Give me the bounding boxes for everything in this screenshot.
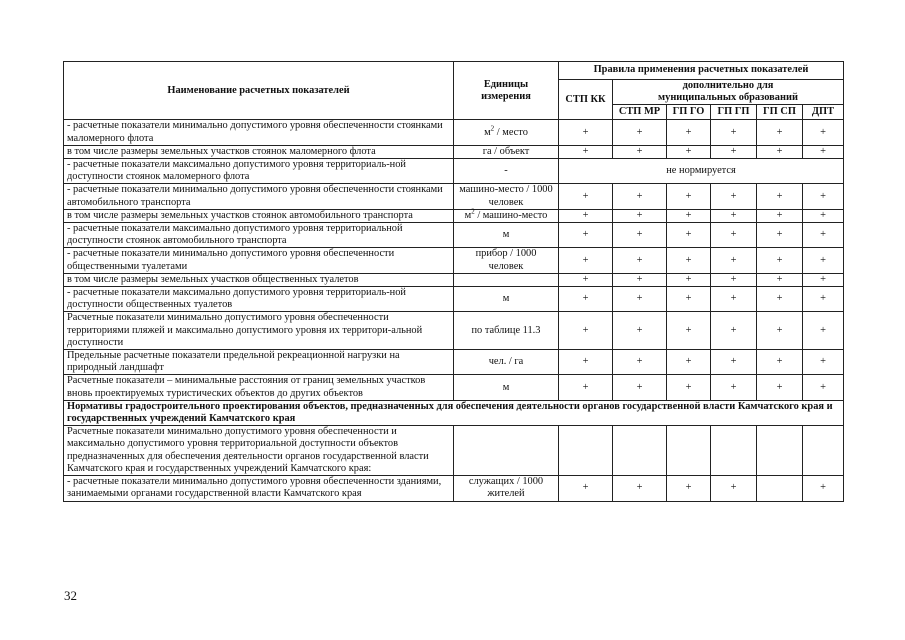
applicability-mark: +	[613, 223, 667, 248]
indicator-unit: по таблице 11.3	[454, 312, 559, 350]
applicability-mark: +	[803, 375, 844, 400]
indicator-name: - расчетные показатели минимально допустимого уровня обеспеченности стоянками автомобильного транспорта	[64, 184, 454, 209]
applicability-mark	[757, 476, 803, 501]
applicability-mark: +	[613, 209, 667, 222]
applicability-mark: +	[613, 184, 667, 209]
table-row	[64, 350, 844, 375]
applicability-mark: +	[711, 375, 757, 400]
applicability-mark: +	[667, 287, 711, 312]
header-sub-col: ГП ГО	[667, 105, 711, 120]
indicator-unit: м	[454, 375, 559, 400]
indicator-unit	[454, 273, 559, 286]
header-name-col: Наименование расчетных показателей	[64, 62, 454, 120]
applicability-mark: +	[711, 248, 757, 273]
applicability-mark: +	[803, 145, 844, 158]
indicator-name: в том числе размеры земельных участков общественных туалетов	[64, 273, 454, 286]
applicability-mark: +	[803, 120, 844, 145]
applicability-mark: +	[711, 273, 757, 286]
applicability-mark: +	[667, 223, 711, 248]
table-row	[64, 287, 844, 312]
applicability-mark	[757, 426, 803, 476]
page-number: 32	[64, 588, 77, 603]
indicator-unit: служащих / 1000 жителей	[454, 476, 559, 501]
header-stp-kk: СТП КК	[559, 80, 613, 120]
indicator-name: - расчетные показатели максимально допустимого уровня территориальной доступности стоянок автомобильного транспорта	[64, 223, 454, 248]
applicability-mark	[711, 426, 757, 476]
applicability-mark: +	[757, 223, 803, 248]
applicability-mark: +	[667, 209, 711, 222]
applicability-mark: +	[757, 209, 803, 222]
applicability-mark: +	[711, 209, 757, 222]
applicability-mark: +	[757, 120, 803, 145]
table-row	[64, 223, 844, 248]
applicability-mark: +	[559, 145, 613, 158]
indicator-unit: -	[454, 159, 559, 184]
applicability-mark	[667, 426, 711, 476]
applicability-mark: +	[667, 350, 711, 375]
applicability-mark	[803, 426, 844, 476]
unit-superscript: 2	[471, 207, 475, 216]
applicability-mark: +	[757, 248, 803, 273]
applicability-mark: +	[667, 184, 711, 209]
indicator-unit	[454, 209, 559, 222]
applicability-mark: +	[559, 209, 613, 222]
section-title: Нормативы градостроительного проектирования объектов, предназначенных для обеспечения деятельности органов государственной власти Камчатского края и государственных учреждений Камчатского края	[64, 400, 844, 425]
indicator-unit: м	[454, 287, 559, 312]
applicability-mark: +	[559, 184, 613, 209]
applicability-mark: +	[803, 476, 844, 501]
unit-rest: / машино-место	[474, 209, 548, 221]
applicability-mark: +	[803, 248, 844, 273]
indicator-name: Предельные расчетные показатели предельной рекреационной нагрузки на природный ландшафт	[64, 350, 454, 375]
applicability-mark: +	[757, 184, 803, 209]
indicator-name: Расчетные показатели минимально допустимого уровня обеспеченности и максимально допустимого уровня территориальной доступности объектов предназначенных для обеспечения деятельности органов государственной власти Камчатского края и государственных учреждений Камчатского края:	[64, 426, 454, 476]
indicator-unit	[454, 120, 559, 145]
applicability-mark: +	[613, 145, 667, 158]
table-row	[64, 184, 844, 209]
indicator-unit: га / объект	[454, 145, 559, 158]
indicator-name: - расчетные показатели максимально допустимого уровня территориаль-ной доступности общественных туалетов	[64, 287, 454, 312]
applicability-mark: +	[667, 120, 711, 145]
header-extra-line1: дополнительно для	[682, 80, 774, 91]
indicator-unit: машино-место / 1000 человек	[454, 184, 559, 209]
applicability-mark: +	[711, 350, 757, 375]
applicability-mark: +	[757, 145, 803, 158]
section-row	[64, 400, 844, 425]
applicability-mark: +	[559, 350, 613, 375]
applicability-mark: +	[757, 312, 803, 350]
applicability-mark: +	[613, 375, 667, 400]
applicability-mark: +	[559, 476, 613, 501]
header-sub-col: ДПТ	[803, 105, 844, 120]
applicability-mark: +	[803, 209, 844, 222]
applicability-mark: +	[667, 273, 711, 286]
indicator-unit	[454, 426, 559, 476]
applicability-mark: +	[559, 312, 613, 350]
applicability-mark: +	[667, 476, 711, 501]
not-regulated-note: не нормируется	[559, 159, 844, 184]
header-extra-line2: муниципальных образований	[658, 92, 798, 104]
table-row	[64, 120, 844, 145]
indicator-name: - расчетные показатели минимально допустимого уровня обеспеченности стоянками маломерного флота	[64, 120, 454, 145]
applicability-mark: +	[803, 184, 844, 209]
indicator-name: - расчетные показатели максимально допустимого уровня территориаль-ной доступности стоянок маломерного флота	[64, 159, 454, 184]
header-sub-col: ГП СП	[757, 105, 803, 120]
unit-base: м	[464, 209, 472, 221]
table-row	[64, 209, 844, 222]
applicability-mark	[613, 426, 667, 476]
applicability-mark: +	[711, 476, 757, 501]
applicability-mark: +	[757, 287, 803, 312]
applicability-mark: +	[803, 223, 844, 248]
table-body	[64, 120, 844, 501]
table-row	[64, 426, 844, 476]
indicator-name: Расчетные показатели минимально допустимого уровня обеспеченности территориями пляжей и максимально допустимого уровня их территори-альной доступности	[64, 312, 454, 350]
applicability-mark: +	[711, 287, 757, 312]
header-units-line1: Единицы	[483, 78, 529, 90]
applicability-mark: +	[803, 312, 844, 350]
applicability-mark: +	[559, 273, 613, 286]
applicability-mark: +	[667, 145, 711, 158]
applicability-mark: +	[613, 312, 667, 350]
table-row	[64, 159, 844, 184]
applicability-mark: +	[559, 248, 613, 273]
header-extra-group	[613, 80, 844, 105]
applicability-mark: +	[559, 223, 613, 248]
applicability-mark: +	[757, 273, 803, 286]
applicability-mark: +	[613, 350, 667, 375]
applicability-mark: +	[803, 350, 844, 375]
table-row	[64, 248, 844, 273]
applicability-mark: +	[559, 375, 613, 400]
indicators-table	[63, 61, 844, 502]
applicability-mark: +	[803, 287, 844, 312]
applicability-mark: +	[559, 120, 613, 145]
unit-superscript: 2	[490, 124, 495, 133]
applicability-mark: +	[613, 273, 667, 286]
applicability-mark: +	[711, 184, 757, 209]
indicator-unit: чел. / га	[454, 350, 559, 375]
applicability-mark: +	[711, 312, 757, 350]
applicability-mark: +	[613, 248, 667, 273]
applicability-mark: +	[613, 287, 667, 312]
unit-base: м	[484, 126, 491, 138]
indicator-unit: м	[454, 223, 559, 248]
header-units-col	[454, 62, 559, 120]
applicability-mark: +	[711, 120, 757, 145]
table-row	[64, 375, 844, 400]
indicator-name: в том числе размеры земельных участков стоянок маломерного флота	[64, 145, 454, 158]
table-row	[64, 145, 844, 158]
header-sub-col: ГП ГП	[711, 105, 757, 120]
unit-rest: / место	[494, 126, 528, 138]
applicability-mark: +	[559, 287, 613, 312]
header-rules-group: Правила применения расчетных показателей	[559, 62, 844, 80]
header-sub-col: СТП МР	[613, 105, 667, 120]
indicator-name: Расчетные показатели – минимальные расстояния от границ земельных участков вновь проектируемых туристических объектов до других объектов	[64, 375, 454, 400]
applicability-mark: +	[667, 248, 711, 273]
applicability-mark: +	[711, 145, 757, 158]
applicability-mark: +	[757, 375, 803, 400]
applicability-mark: +	[667, 375, 711, 400]
header-units-line2: измерения	[481, 90, 531, 102]
indicator-name: - расчетные показатели минимально допустимого уровня обеспеченности общественными туалетами	[64, 248, 454, 273]
applicability-mark	[559, 426, 613, 476]
indicator-name: в том числе размеры земельных участков стоянок автомобильного транспорта	[64, 209, 454, 222]
applicability-mark: +	[757, 350, 803, 375]
applicability-mark: +	[613, 476, 667, 501]
indicator-name: - расчетные показатели минимально допустимого уровня обеспеченности зданиями, занимаемыми органами государственной власти Камчатского края	[64, 476, 454, 501]
applicability-mark: +	[711, 223, 757, 248]
table-header	[64, 62, 844, 120]
applicability-mark: +	[613, 120, 667, 145]
applicability-mark: +	[667, 312, 711, 350]
table-row	[64, 273, 844, 286]
indicator-unit: прибор / 1000 человек	[454, 248, 559, 273]
table-row	[64, 312, 844, 350]
table-row	[64, 476, 844, 501]
applicability-mark: +	[803, 273, 844, 286]
